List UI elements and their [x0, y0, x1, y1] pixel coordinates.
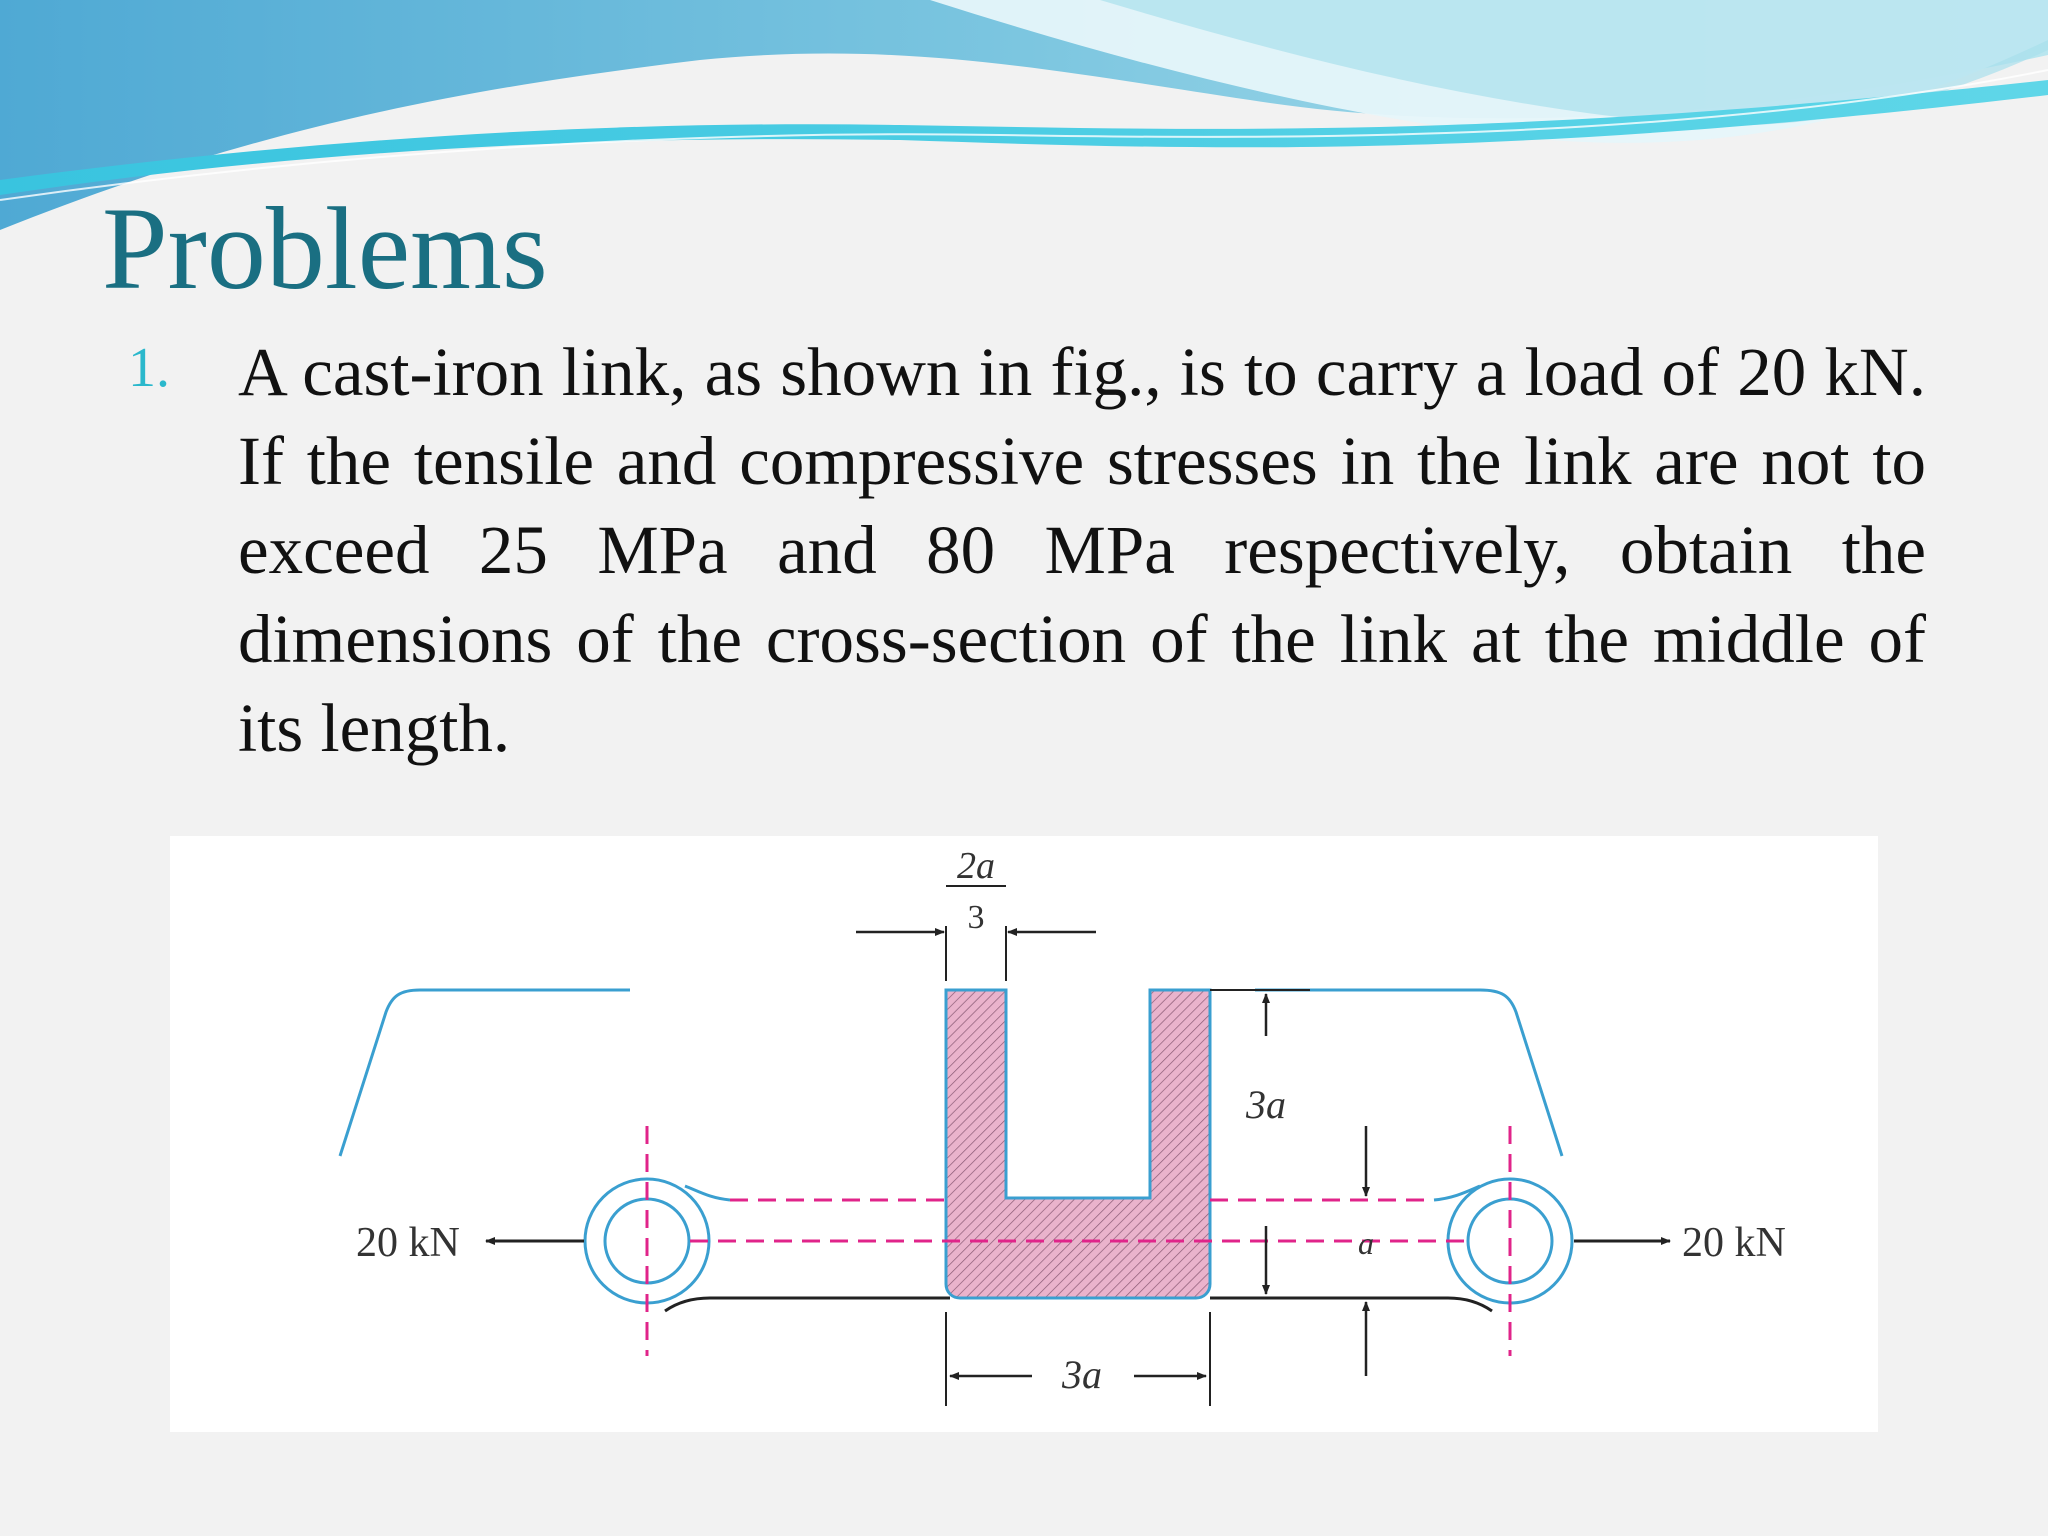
link-diagram	[170, 836, 1878, 1432]
slide-title: Problems	[102, 183, 548, 314]
dim-top-denominator: 3	[967, 899, 985, 936]
dimension-width	[946, 1312, 1210, 1406]
dimension-base-thickness	[1358, 1126, 1374, 1376]
dim-width-label: 3a	[1062, 1352, 1102, 1397]
list-number: 1.	[128, 337, 170, 399]
load-right	[1574, 1220, 1786, 1266]
link-figure	[170, 836, 1878, 1432]
load-left	[356, 1220, 584, 1266]
problem-text: A cast-iron link, as shown in fig., is to carry a load of 20 kN. If the tensile and compressive stresses in the link are not to exceed 25 MPa and 80 MPa respectively, obtain the dimensions of the cross-section of the link at the middle of its length.	[238, 334, 1926, 766]
dim-height-label: 3a	[1246, 1082, 1286, 1127]
dimension-height	[1210, 990, 1310, 1298]
load-right-label: 20 kN	[1682, 1220, 1786, 1266]
load-left-label: 20 kN	[356, 1220, 460, 1266]
dim-top-numerator: 2a	[957, 845, 995, 887]
dim-thickness-label: a	[1358, 1225, 1374, 1261]
dimension-flange-width	[856, 845, 1096, 981]
u-cross-section	[946, 990, 1210, 1298]
